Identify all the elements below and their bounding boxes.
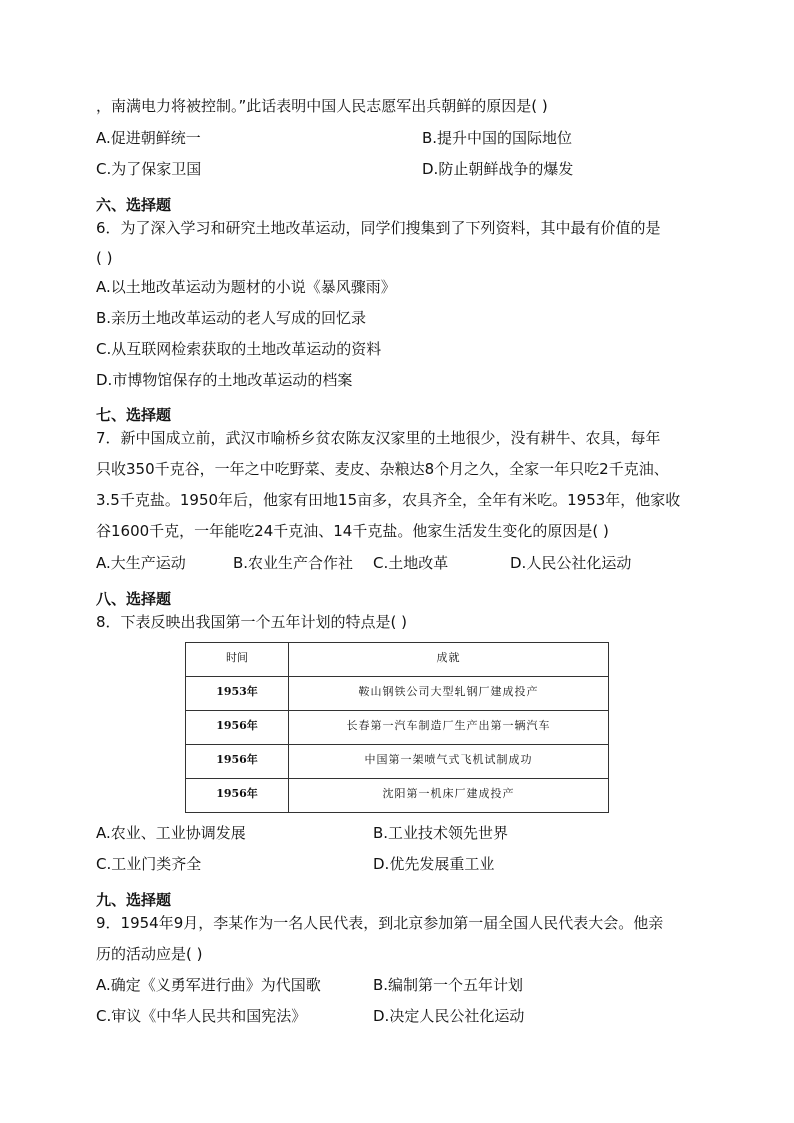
section-heading-8: 八、选择题 (96, 590, 172, 608)
table-cell-year: 1956年 (186, 745, 289, 779)
q8-option-b: B.工业技术领先世界 (373, 824, 509, 842)
q5-option-d: D.防止朝鲜战争的爆发 (422, 160, 574, 178)
q7-option-b: B.农业生产合作社 (233, 554, 354, 572)
q9-stem-line-1: 9．1954年9月，李某作为一名人民代表，到北京参加第一届全国人民代表大会。他亲 (96, 914, 664, 932)
q5-stem-tail: ，南满电力将被控制。”此话表明中国人民志愿军出兵朝鲜的原因是( ) (96, 97, 548, 115)
q7-option-d: D.人民公社化运动 (510, 554, 632, 572)
q6-option-a: A.以土地改革运动为题材的小说《暴风骤雨》 (96, 278, 396, 296)
table-cell-year: 1956年 (186, 711, 289, 745)
q6-option-c: C.从互联网检索获取的土地改革运动的资料 (96, 340, 382, 358)
table-cell-year: 1956年 (186, 779, 289, 813)
q9-option-b: B.编制第一个五年计划 (373, 976, 524, 994)
table-cell-year: 1953年 (186, 677, 289, 711)
q9-option-d: D.决定人民公社化运动 (373, 1007, 525, 1025)
q8-option-d: D.优先发展重工业 (373, 855, 495, 873)
q7-stem-line-2: 只收350千克谷，一年之中吃野菜、麦皮、杂粮达8个月之久，全家一年只吃2千克油、 (96, 460, 669, 478)
q7-stem-line-1: 7．新中国成立前，武汉市喻桥乡贫农陈友汉家里的土地很少，没有耕牛、农具，每年 (96, 429, 661, 447)
q7-option-a: A.大生产运动 (96, 554, 186, 572)
table-cell-achievement: 鞍山钢铁公司大型轧钢厂建成投产 (289, 677, 609, 711)
q9-option-a: A.确定《义勇军进行曲》为代国歌 (96, 976, 321, 994)
q9-option-c: C.审议《中华人民共和国宪法》 (96, 1007, 307, 1025)
section-heading-6: 六、选择题 (96, 196, 172, 214)
q5-option-c: C.为了保家卫国 (96, 160, 202, 178)
q6-option-d: D.市博物馆保存的土地改革运动的档案 (96, 371, 353, 389)
table-row (186, 745, 609, 779)
table-row (186, 677, 609, 711)
q8-option-a: A.农业、工业协调发展 (96, 824, 246, 842)
table-row (186, 711, 609, 745)
table-cell-achievement: 中国第一架喷气式飞机试制成功 (289, 745, 609, 779)
q7-stem-line-3: 3.5千克盐。1950年后，他家有田地15亩多，农具齐全，全年有米吃。1953年，他家收 (96, 491, 681, 509)
q8-stem: 8．下表反映出我国第一个五年计划的特点是( ) (96, 613, 408, 631)
table-header-row (186, 643, 609, 677)
section-heading-7: 七、选择题 (96, 406, 172, 424)
q6-option-b: B.亲历土地改革运动的老人写成的回忆录 (96, 309, 367, 327)
table-header-achievement: 成就 (289, 643, 609, 677)
section-heading-9: 九、选择题 (96, 891, 172, 909)
achievements-table (185, 642, 609, 813)
q6-stem-line-1: 6．为了深入学习和研究土地改革运动，同学们搜集到了下列资料，其中最有价值的是 (96, 219, 661, 237)
q5-option-b: B.提升中国的国际地位 (422, 129, 573, 147)
table-row (186, 779, 609, 813)
q6-stem-line-2: ( ) (96, 249, 113, 267)
table-cell-achievement: 沈阳第一机床厂建成投产 (289, 779, 609, 813)
q9-stem-line-2: 历的活动应是( ) (96, 945, 203, 963)
q5-option-a: A.促进朝鲜统一 (96, 129, 201, 147)
table-cell-achievement: 长春第一汽车制造厂生产出第一辆汽车 (289, 711, 609, 745)
q7-stem-line-4: 谷1600千克，一年能吃24千克油、14千克盐。他家生活发生变化的原因是( ) (96, 522, 609, 540)
q8-option-c: C.工业门类齐全 (96, 855, 202, 873)
table-header-time: 时间 (186, 643, 289, 677)
q7-option-c: C.土地改革 (373, 554, 449, 572)
